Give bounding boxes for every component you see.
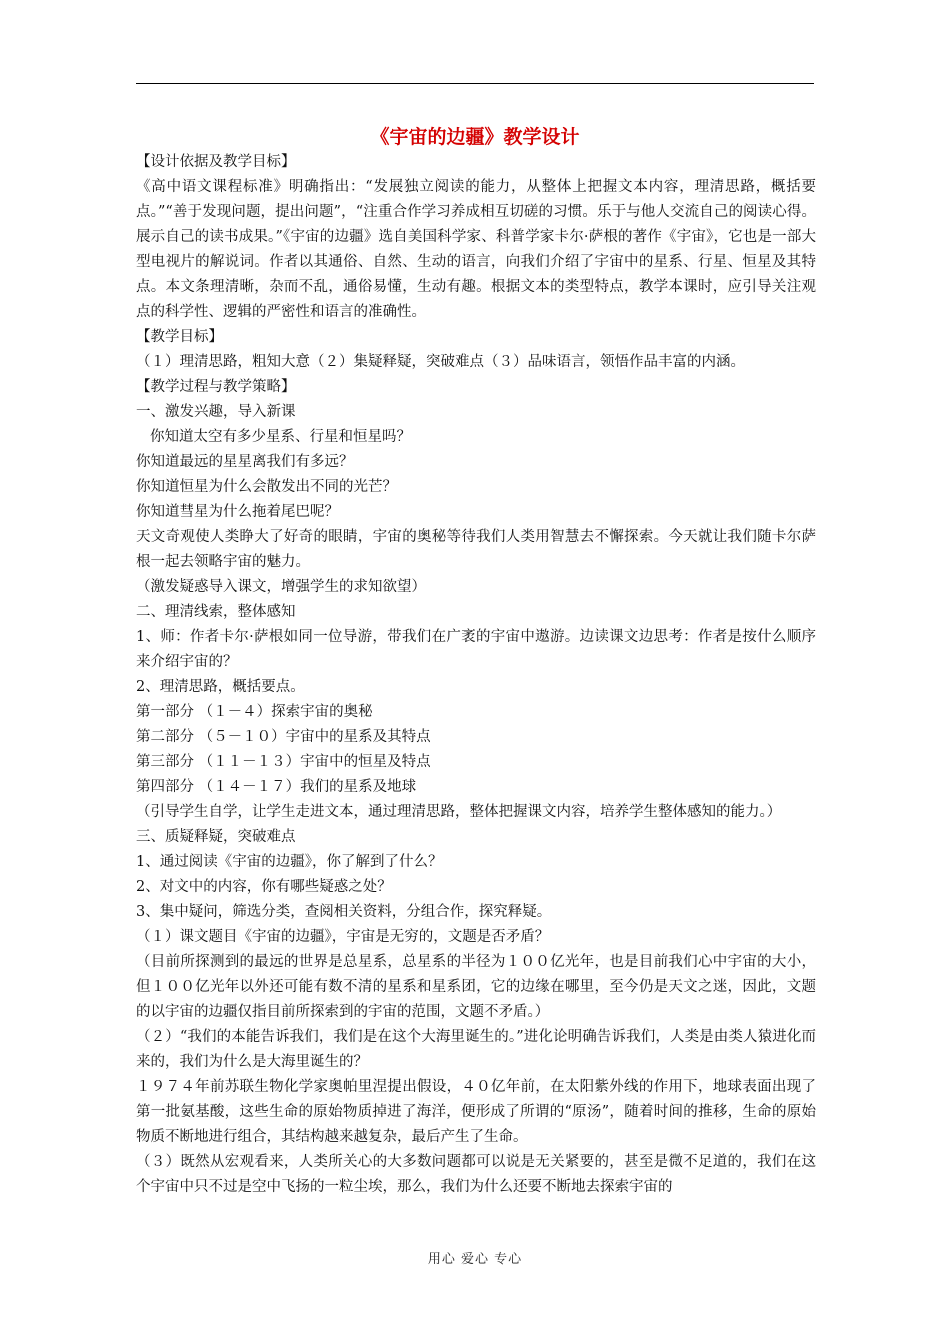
body-paragraph: 天文奇观使人类睁大了好奇的眼睛，宇宙的奥秘等待我们人类用智慧去不懈探索。今天就让我们随卡尔萨根一起去领略宇宙的魅力。 — [136, 529, 816, 570]
body-paragraph: （激发疑惑导入课文，增强学生的求知欲望） — [136, 579, 426, 595]
body-paragraph: （引导学生自学，让学生走进文本，通过理清思路，整体把握课文内容，培养学生整体感知的能力。） — [136, 804, 782, 820]
body-paragraph: １９７４年前苏联生物化学家奥帕里涅提出假设，４０亿年前，在太阳紫外线的作用下，地球表面出现了第一批氨基酸，这些生命的原始物质掉进了海洋，便形成了所谓的“原汤”，随着时间的推移，生命的原始物质不断地进行组合，其结构越来越复杂，最后产生了生命。 — [136, 1079, 816, 1145]
body-paragraph: 第三部分 （１１－１３）宇宙中的恒星及特点 — [136, 754, 431, 770]
body-paragraph: 你知道最远的星星离我们有多远？ — [136, 454, 354, 470]
body-paragraph: （１）理清思路，粗知大意（２）集疑释疑，突破难点（３）品味语言，领悟作品丰富的内涵。 — [136, 354, 745, 370]
body-paragraph: 二、理清线索，整体感知 — [136, 604, 296, 620]
body-paragraph: （３）既然从宏观看来，人类所关心的大多数问题都可以说是无关紧要的，甚至是微不足道的，我们在这个宇宙中只不过是空中飞扬的一粒尘埃，那么，我们为什么还要不断地去探索宇宙的 — [136, 1154, 816, 1195]
body-paragraph: 1、通过阅读《宇宙的边疆》，你了解到了什么？ — [136, 854, 443, 870]
body-paragraph: 2、理清思路，概括要点。 — [136, 679, 305, 695]
body-paragraph: （２）“我们的本能告诉我们，我们是在这个大海里诞生的。”进化论明确告诉我们，人类是由类人猿进化而来的，我们为什么是大海里诞生的？ — [136, 1029, 816, 1070]
body-paragraph: （目前所探测到的最远的世界是总星系，总星系的半径为１００亿光年，也是目前我们心中宇宙的大小，但１００亿光年以外还可能有数不清的星系和星系团，它的边缘在哪里，至今仍是天文之迷，因此，文题的以宇宙的边疆仅指目前所探索到的宇宙的范围，文题不矛盾。） — [136, 954, 816, 1020]
document-body — [136, 150, 816, 1200]
body-paragraph: 你知道恒星为什么会散发出不同的光芒？ — [136, 479, 397, 495]
document-title: 《宇宙的边疆》教学设计 — [370, 126, 580, 148]
section-heading: 【教学过程与教学策略】 — [136, 379, 296, 395]
body-paragraph: 1、师：作者卡尔·萨根如同一位导游，带我们在广袤的宇宙中遨游。边读课文边思考：作者是按什么顺序来介绍宇宙的？ — [136, 629, 816, 670]
header-rule — [136, 83, 814, 84]
body-paragraph: 三、质疑释疑，突破难点 — [136, 829, 296, 845]
body-paragraph: 3、集中疑问，筛选分类，查阅相关资料，分组合作，探究释疑。 — [136, 904, 552, 920]
body-paragraph: 2、对文中的内容，你有哪些疑惑之处？ — [136, 879, 392, 895]
body-paragraph: 你知道太空有多少星系、行星和恒星吗？ — [150, 429, 411, 445]
body-paragraph: 《高中语文课程标准》明确指出：“发展独立阅读的能力，从整体上把握文本内容，理清思路，概括要点。”“善于发现问题，提出问题”，“注重合作学习养成相互切磋的习惯。乐于与他人交流自己的阅读心得。展示自己的读书成果。”《宇宙的边疆》选自美国科学家、科普学家卡尔·萨根的著作《宇宙》，它也是一部大型电视片的解说词。作者以其通俗、自然、生动的语言，向我们介绍了宇宙中的星系、行星、恒星及其特点。本文条理清晰，杂而不乱，通俗易懂，生动有趣。根据文本的类型特点，教学本课时，应引导关注观点的科学性、逻辑的严密性和语言的准确性。 — [136, 179, 816, 320]
section-heading: 【设计依据及教学目标】 — [136, 154, 296, 170]
body-paragraph: 你知道彗星为什么拖着尾巴呢？ — [136, 504, 339, 520]
body-paragraph: 第四部分 （１４－１７）我们的星系及地球 — [136, 779, 417, 795]
page-footer: 用心 爱心 专心 — [427, 1252, 523, 1267]
body-paragraph: 第一部分 （１－４）探索宇宙的奥秘 — [136, 704, 373, 720]
body-paragraph: （１）课文题目《宇宙的边疆》，宇宙是无穷的，文题是否矛盾？ — [136, 929, 550, 945]
section-heading: 【教学目标】 — [136, 329, 223, 345]
body-paragraph: 第二部分 （５－１０）宇宙中的星系及其特点 — [136, 729, 431, 745]
body-paragraph: 一、激发兴趣，导入新课 — [136, 404, 296, 420]
